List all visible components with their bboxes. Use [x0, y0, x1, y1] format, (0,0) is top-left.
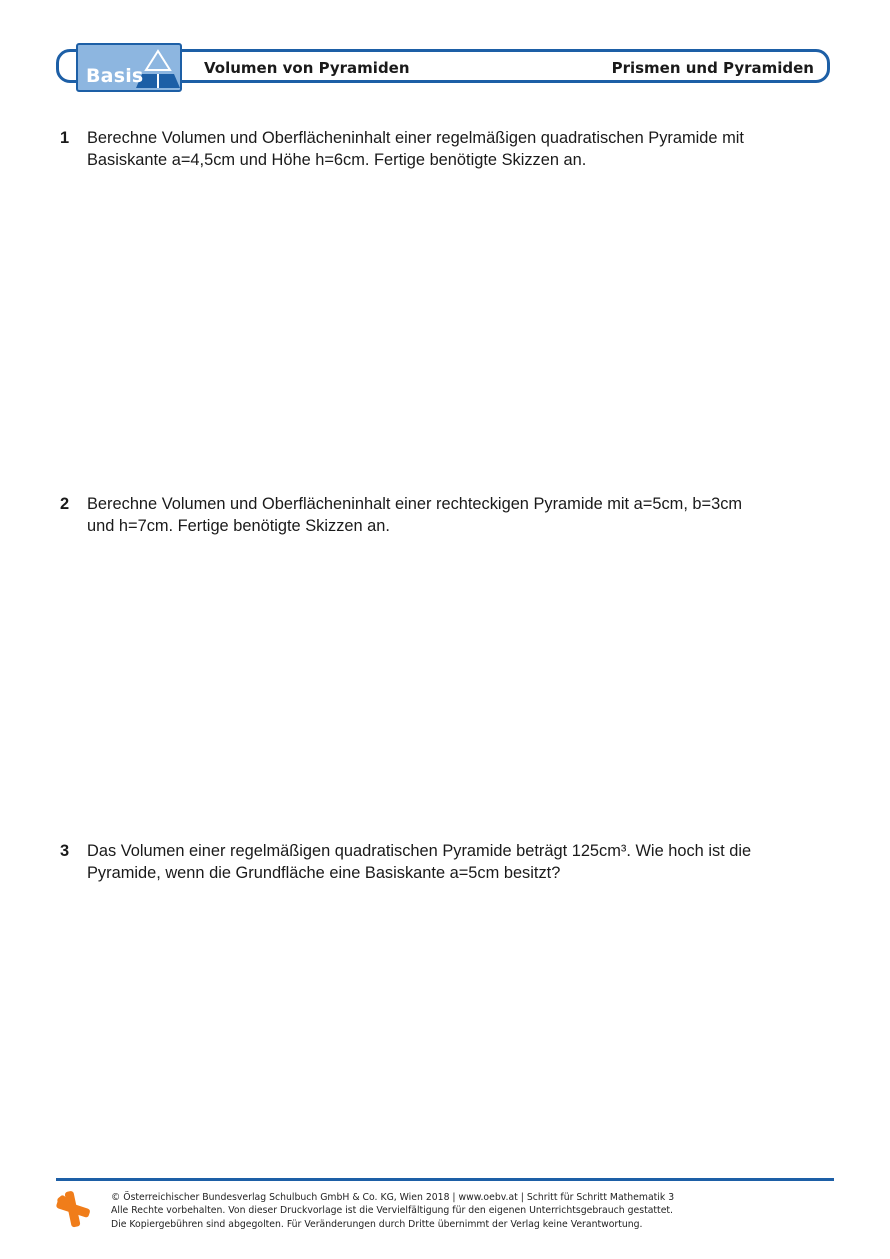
- task-text-line: Pyramide, wenn die Grundfläche eine Basiskante a=5cm besitzt?: [87, 864, 561, 882]
- copyright-line: © Österreichischer Bundesverlag Schulbuch GmbH & Co. KG, Wien 2018 | www.oebv.at | Schritt für Schritt Mathematik 3: [111, 1192, 675, 1203]
- task-number: 1: [60, 129, 70, 147]
- publisher-logo-icon: [55, 1190, 91, 1228]
- copyright-notice: [111, 1191, 674, 1231]
- task-text-line: Berechne Volumen und Oberflächeninhalt einer regelmäßigen quadratischen Pyramide mit: [87, 129, 744, 147]
- task-number: 2: [60, 495, 70, 513]
- copyright-line: Die Kopiergebühren sind abgegolten. Für Veränderungen durch Dritte übernimmt der Verlag keine Verantwortung.: [111, 1218, 643, 1230]
- task-number: 3: [60, 842, 70, 860]
- task-text: [87, 127, 817, 171]
- task-text-line: und h=7cm. Fertige benötigte Skizzen an.: [87, 517, 390, 535]
- task-text-line: Berechne Volumen und Oberflächeninhalt einer rechteckigen Pyramide mit a=5cm, b=3cm: [87, 495, 743, 513]
- task-text: [87, 840, 817, 884]
- chapter-topic: Prismen und Pyramiden: [611, 59, 814, 77]
- worksheet-title: Volumen von Pyramiden: [204, 59, 410, 77]
- level-badge: [76, 43, 182, 92]
- copyright-line: Alle Rechte vorbehalten. Von dieser Druckvorlage ist die Vervielfältigung für den eigenen Unterrichtsgebrauch gestattet.: [111, 1205, 674, 1217]
- task-text-line: Das Volumen einer regelmäßigen quadratischen Pyramide beträgt 125cm³. Wie hoch ist die: [87, 842, 752, 860]
- task-text: [87, 493, 817, 537]
- task-text-line: Basiskante a=4,5cm und Höhe h=6cm. Fertige benötigte Skizzen an.: [87, 151, 587, 169]
- footer-divider: [56, 1178, 834, 1181]
- level-badge-label: Basis: [86, 65, 144, 87]
